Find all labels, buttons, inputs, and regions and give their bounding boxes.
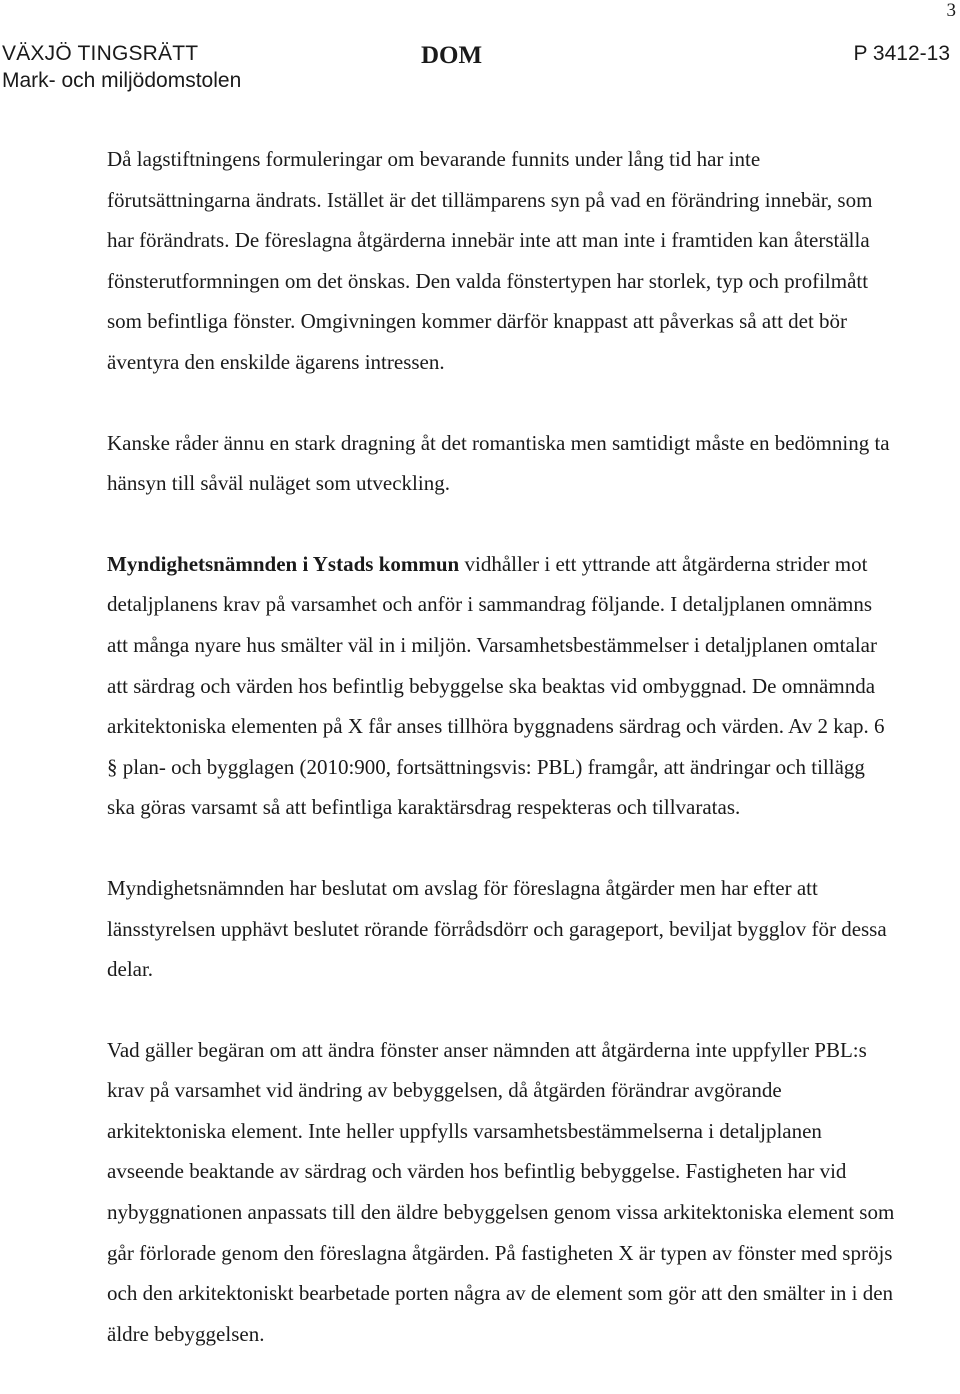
page-number: 3 — [946, 0, 956, 21]
paragraph — [107, 423, 897, 504]
court-division: Mark- och miljödomstolen — [2, 69, 242, 92]
paragraph-text: Då lagstiftningens formuleringar om bevarande funnits under lång tid har inte förutsättningarna ändrats. Istället är det tillämparens syn på vad en förändring innebär, som har förändrats. De föreslagna åtgärderna innebär inte att man inte i framtiden kan återställa fönsterutformningen om det önskas. Den valda fönstertypen har storlek, typ och profilmått som befintliga fönster. Omgivningen kommer därför knappast att påverkas så att det bör äventyra den enskilde ägarens intressen. — [107, 147, 873, 374]
court-name: VÄXJÖ TINGSRÄTT — [2, 42, 199, 65]
paragraph-text: Vad gäller begäran om att ändra fönster anser nämnden att åtgärderna inte uppfyller PBL:s krav på varsamhet vid ändring av bebyggelsen, då åtgärden förändrar avgörande arkitektoniska element. Inte heller uppfylls varsamhetsbestämmelserna i detaljplanen avseende beaktande av särdrag och värden hos befintlig bebyggelse. Fastigheten har vid nybyggnationen anpassats till den äldre bebyggelsen genom vissa arkitektoniska element som går förlorade genom den föreslagna åtgärden. På fastigheten X är typen av fönster med spröjs och den arkitektoniskt bearbetade porten några av de element som gör att den smälter in i den äldre bebyggelsen. — [107, 1037, 895, 1346]
party-name: Myndighetsnämnden i Ystads kommun — [107, 551, 460, 576]
paragraph-text: Kanske råder ännu en stark dragning åt det romantiska men samtidigt måste en bedömning ta hänsyn till såväl nuläget som utveckling. — [107, 430, 890, 496]
document-type: DOM — [421, 42, 483, 69]
document-header — [0, 41, 960, 97]
paragraph-text: Myndighetsnämnden har beslutat om avslag för föreslagna åtgärder men har efter att länsstyrelsen upphävt beslutet rörande förrådsdörr och garageport, beviljat bygglov för dessa delar. — [107, 875, 887, 982]
document-body — [107, 139, 897, 1394]
paragraph — [107, 1030, 897, 1355]
paragraph — [107, 139, 897, 383]
paragraph-text: vidhåller i ett yttrande att åtgärderna strider mot detaljplanens krav på varsamhet och anför i sammandrag följande. I detaljplanen omnämns att många nyare hus smälter väl in i miljön. Varsamhetsbestämmelser i detaljplanen omtalar att särdrag och värden hos befintlig bebyggelse ska beaktas vid ombyggnad. De omnämnda arkitektoniska elementen på X får anses tillhöra byggnadens särdrag och värden. Av 2 kap. 6 § plan- och bygglagen (2010:900, fortsättningsvis: PBL) framgår, att ändringar och tillägg ska göras varsamt så att befintliga karaktärsdrag respekteras och tillvaratas. — [107, 551, 885, 820]
paragraph — [107, 868, 897, 990]
paragraph — [107, 544, 897, 828]
case-number: P 3412-13 — [853, 42, 950, 65]
